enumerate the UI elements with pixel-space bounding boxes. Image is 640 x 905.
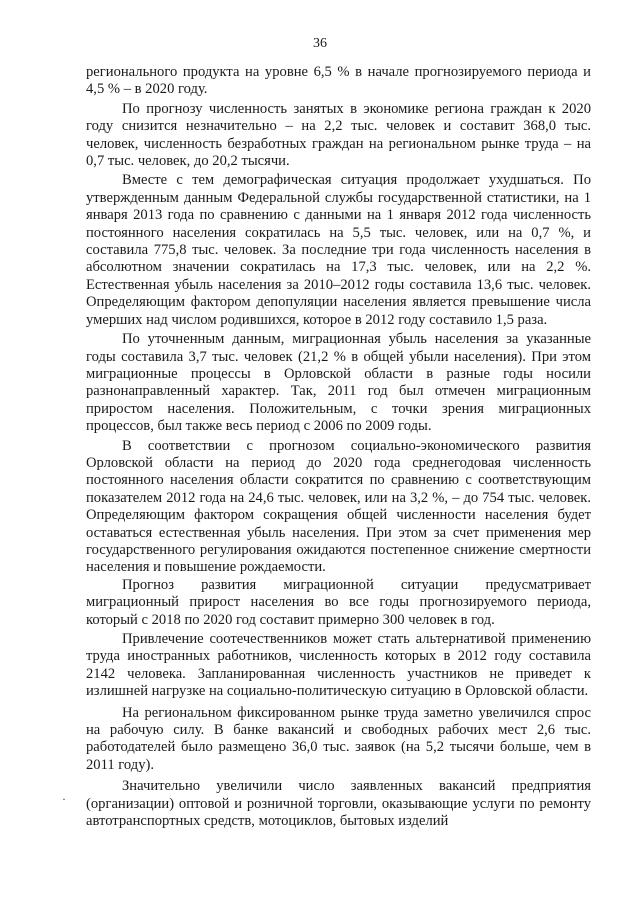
- document-body: [86, 64, 591, 830]
- paragraph-population-forecast: В соответствии с прогнозом социально-экономического развития Орловской области на период до 2020 года среднегодовая численность постоянного населения области сократится по сравнению с соответствующим показателем 2012 года на 24,6 тыс. человек, или на 3,2 %, – до 754 тыс. человек. Определяющим фактором сокращения общей численности населения будет оставаться естественная убыль населения. При этом за счет применения мер государственного регулирования ожидаются постепенное снижение смертности населения и повышение рождаемости.: [86, 437, 591, 576]
- paragraph-migration-loss: По уточненным данным, миграционная убыль населения за указанные годы составила 3,7 тыс. человек (21,2 % в общей убыли населения). При этом миграционные процессы в Орловской области в разные годы носили разнонаправленный характер. Так, 2011 год был отмечен миграционным приростом населения. Положительным, с точки зрения миграционных процессов, был также весь период с 2006 по 2009 годы.: [86, 331, 591, 435]
- paragraph-compatriots: Привлечение соотечественников может стать альтернативой применению труда иностранных работников, численность которых в 2012 году составила 2142 человека. Запланированная численность участников не приведет к излишней нагрузке на социально-политическую ситуацию в Орловской области.: [86, 631, 591, 700]
- paragraph-demographics: Вместе с тем демографическая ситуация продолжает ухудшаться. По утвержденным данным Федеральной службы государственной статистики, на 1 января 2013 года по сравнению с данными на 1 января 2012 года численность постоянного населения сократилась на 5,5 тыс. человек, или на 0,7 %, и составила 775,8 тыс. человек. За последние три года численность населения в абсолютном значении сократилась на 17,3 тыс. человек, или на 2,2 %. Естественная убыль населения за 2010–2012 годы составила 13,6 тыс. человек. Определяющим фактором депопуляции населения является превышение числа умерших над числом родившихся, которое в 2012 году составило 1,5 раза.: [86, 172, 591, 328]
- paragraph-vacancies: Значительно увеличили число заявленных вакансий предприятия (организации) оптовой и розничной торговли, оказывающие услуги по ремонту автотранспортных средств, мотоциклов, бытовых изделий: [86, 778, 591, 830]
- paragraph-labor-demand: На региональном фиксированном рынке труда заметно увеличился спрос на рабочую силу. В банке вакансий и свободных рабочих мест 2,6 тыс. работодателей было размещено 36,0 тыс. заявок (на 5,2 тысячи больше, чем в 2011 году).: [86, 704, 591, 773]
- paragraph-migration-forecast: Прогноз развития миграционной ситуации предусматривает миграционный прирост населения во все годы прогнозируемого периода, который с 2018 по 2020 год составит примерно 300 человек в год.: [86, 576, 591, 628]
- paragraph-employment-forecast: По прогнозу численность занятых в экономике региона граждан к 2020 году снизится незначительно – на 2,2 тыс. человек и составит 368,0 тыс. человек, численность безработных граждан на региональном рынке труда – на 0,7 тыс. человек, до 20,2 тысячи.: [86, 100, 591, 170]
- page-number: 36: [313, 36, 327, 51]
- paragraph-gdp-forecast: регионального продукта на уровне 6,5 % в начале прогнозируемого периода и 4,5 % – в 2020 году.: [86, 64, 591, 98]
- margin-mark: ·: [62, 792, 66, 806]
